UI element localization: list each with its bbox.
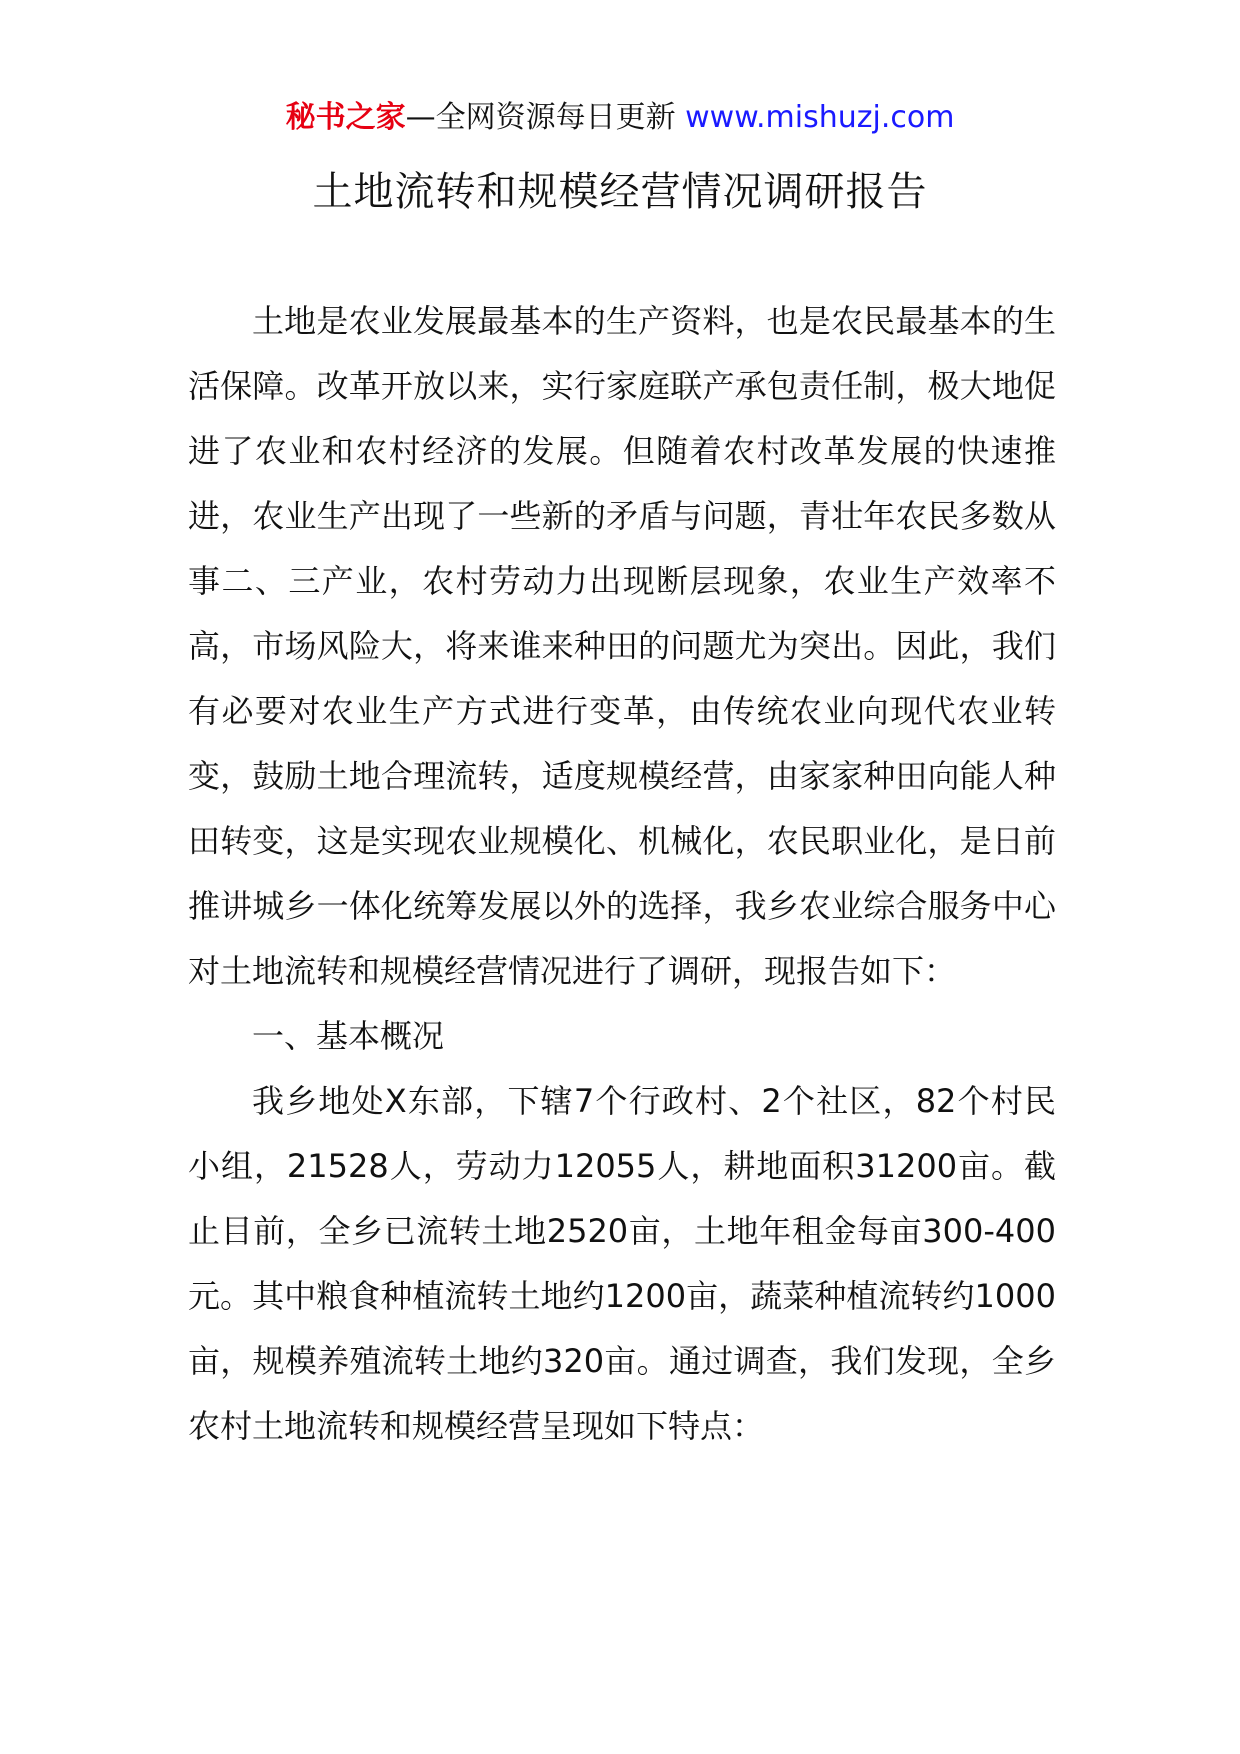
- site-url-link[interactable]: www.mishuzj.com: [685, 100, 955, 135]
- watermark-header: [0, 98, 1240, 138]
- section-heading-basic-overview: 一、基本概况: [252, 1017, 445, 1055]
- document-body: [188, 289, 1056, 1459]
- overview-paragraph: 我乡地处X东部，下辖7个行政村、2个社区，82个村民小组，21528人，劳动力12055人，耕地面积31200亩。截止目前，全乡已流转土地2520亩，土地年租金每亩300-400元。其中粮食种植流转土地约1200亩，蔬菜种植流转约1000亩，规模养殖流转土地约320亩。通过调查，我们发现，全乡农村土地流转和规模经营呈现如下特点：: [188, 1082, 1056, 1445]
- header-tagline: —全网资源每日更新: [405, 100, 686, 135]
- brand-name: 秘书之家: [285, 100, 406, 135]
- intro-paragraph: 土地是农业发展最基本的生产资料，也是农民最基本的生活保障。改革开放以来，实行家庭联产承包责任制，极大地促进了农业和农村经济的发展。但随着农村改革发展的快速推进，农业生产出现了一些新的矛盾与问题，青壮年农民多数从事二、三产业，农村劳动力出现断层现象，农业生产效率不高，市场风险大，将来谁来种田的问题尤为突出。因此，我们有必要对农业生产方式进行变革，由传统农业向现代农业转变，鼓励土地合理流转，适度规模经营，由家家种田向能人种田转变，这是实现农业规模化、机械化，农民职业化，是日前推讲城乡一体化统筹发展以外的选择，我乡农业综合服务中心对土地流转和规模经营情况进行了调研，现报告如下：: [188, 302, 1056, 990]
- document-title: 土地流转和规模经营情况调研报告: [312, 169, 928, 215]
